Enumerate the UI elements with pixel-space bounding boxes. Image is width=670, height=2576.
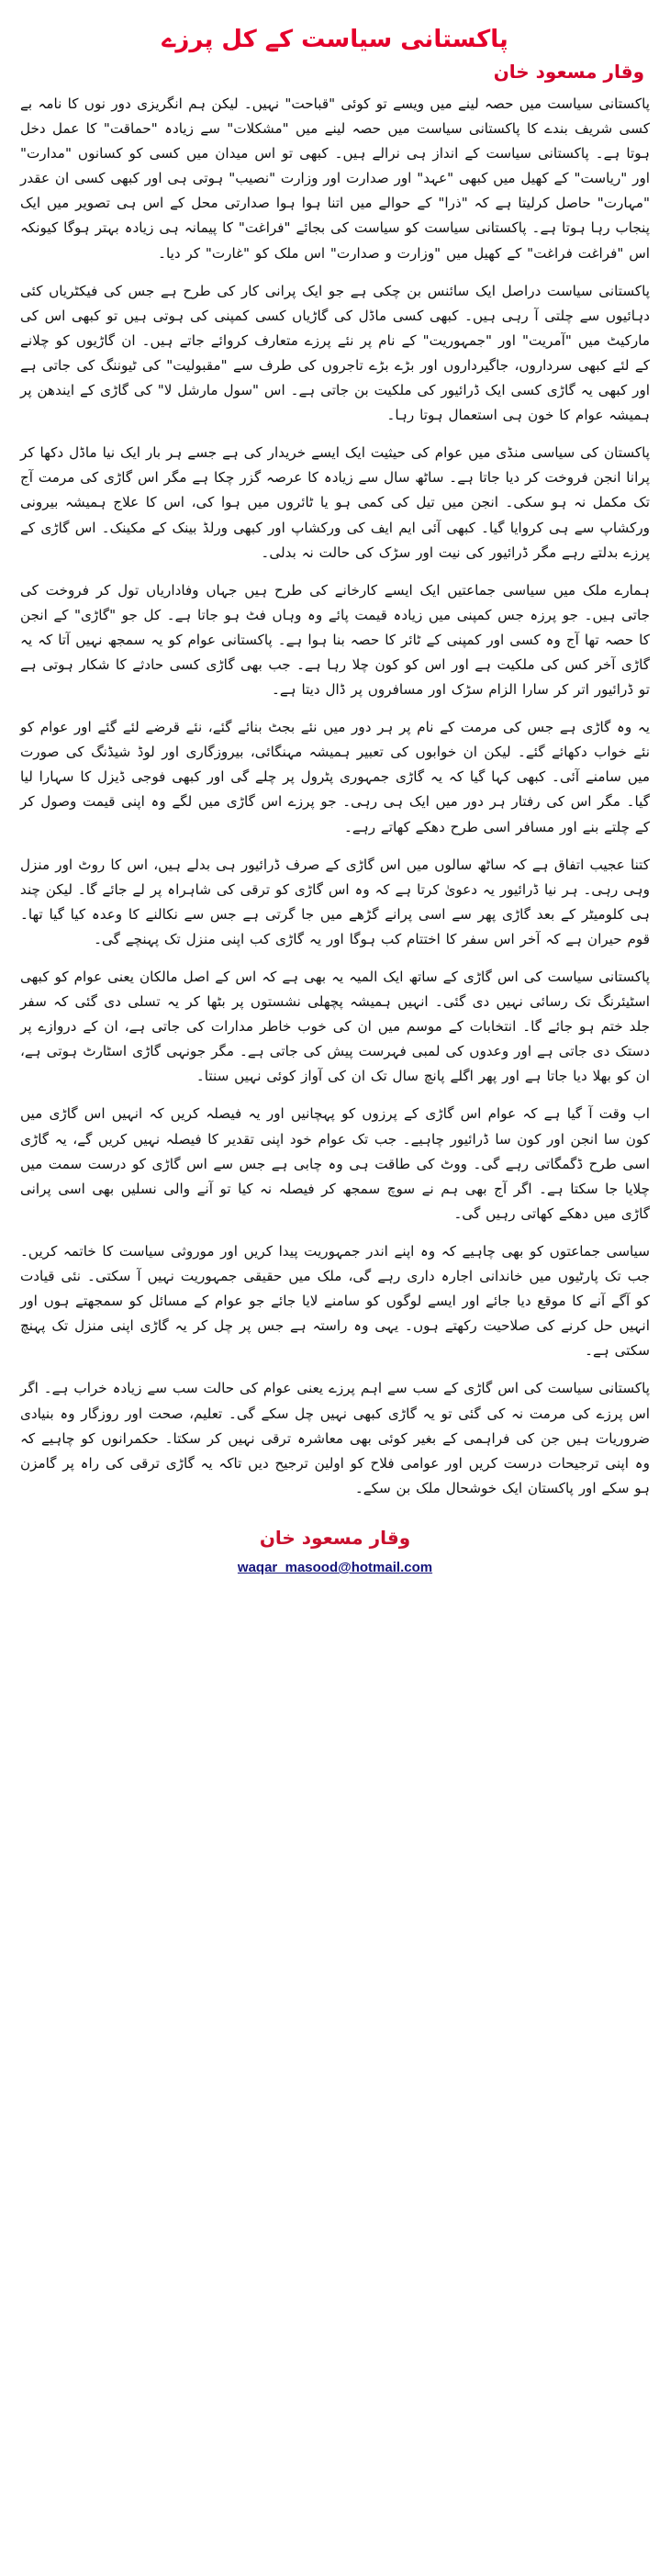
author-signature: وقار مسعود خان xyxy=(259,1526,411,1549)
article-title: پاکستانی سیاست کے کل پرزے xyxy=(162,26,508,53)
paragraph: سیاسی جماعتوں کو بھی چاہیے کہ وہ اپنے اندر جمہوریت پیدا کریں اور موروثی سیاست کا خاتمہ کریں۔ جب تک پارٹیوں میں خاندانی اجارہ داری رہے گی، ملک میں حقیقی جمہوریت نہیں آ سکتی۔ نئی قیادت کو آگے آنے کا موقع دیا جائے اور ایسے لوگوں کو سامنے لایا جائے جو عوام کے مسائل کو سمجھتے ہوں اور انہیں حل کرنے کی صلاحیت رکھتے ہوں۔ یہی وہ راستہ ہے جس پر چل کر یہ گاڑی اپنی منزل تک پہنچ سکتی ہے۔ xyxy=(20,1242,650,1360)
paragraph: پاکستانی سیاست دراصل ایک سائنس بن چکی ہے جو ایک پرانی کار کی طرح ہے جس کی فیکٹریاں کئی دہائیوں سے چلتی آ رہی ہیں۔ کبھی کسی ماڈل کی گاڑیاں کسی کمپنی کی ہوتی ہیں تو کبھی اس کی مارکیٹ میں "آمریت" اور "جمہوریت" کے نام پر نئے پرزے متعارف کروائے جاتے ہیں۔ ان گاڑیوں کو چلانے کے لئے کبھی سرداروں، جاگیرداروں اور بڑے بڑے تاجروں کی طرف سے "مقبولیت" کی ٹیوننگ کی جاتی ہے اور کبھی یہ گاڑی کسی ایک ڈرائیور کی ملکیت بن جاتی ہے۔ اس "سول مارشل لا" کی گاڑی کے ایندھن پر ہمیشہ عوام کا خون ہی استعمال ہوتا رہا۔ xyxy=(20,282,650,424)
author-email-link[interactable]: waqar_masood@hotmail.com xyxy=(237,1559,433,1575)
paragraph: یہ وہ گاڑی ہے جس کی مرمت کے نام پر ہر دور میں نئے بجٹ بنائے گئے، نئے قرضے لئے گئے اور عوام کو نئے خواب دکھائے گئے۔ لیکن ان خوابوں کی تعبیر ہمیشہ مہنگائی، بیروزگاری اور لوڈ شیڈنگ کی صورت میں سامنے آئی۔ کبھی کہا گیا کہ یہ گاڑی جمہوری پٹرول پر چلے گی اور کبھی فوجی ڈیزل کا سہارا لیا گیا۔ مگر اس کی رفتار ہر دور میں ایک ہی رہی۔ جو پرزے اس گاڑی میں لگے وہ اپنی قیمت وصول کر کے چلتے بنے اور مسافر اسی طرح دھکے کھاتے رہے۔ xyxy=(20,719,650,835)
paragraph: اب وقت آ گیا ہے کہ عوام اس گاڑی کے پرزوں کو پہچانیں اور یہ فیصلہ کریں کہ انہیں اس گاڑی میں کون سا انجن اور کون سا ڈرائیور چاہیے۔ جب تک عوام خود اپنی تقدیر کا فیصلہ نہیں کریں گے، یہ گاڑی اسی طرح ڈگمگاتی رہے گی۔ ووٹ کی طاقت ہی وہ چابی ہے جس سے اس گاڑی کو درست سمت میں چلایا جا سکتا ہے۔ اگر آج بھی ہم نے سوچ سمجھ کر فیصلہ نہ کیا تو آنے والی نسلیں بھی اسی پرانی گاڑی میں دھکے کھاتی رہیں گی۔ xyxy=(20,1105,650,1222)
paragraph: پاکستانی سیاست میں حصہ لینے میں ویسے تو کوئی "قباحت" نہیں۔ لیکن ہم انگریزی دور نوں کا نامہ بے کسی شریف بندے کا پاکستانی سیاست میں حصہ لینے میں "مشکلات" سے زیادہ "حماقت" کا عمل دخل ہوتا ہے۔ پاکستانی سیاست کے انداز ہی نرالے ہیں۔ کبھی تو اس میدان میں کسی کو کسانوں "مدارت" اور "ریاست" کے کھیل میں کبھی "عہد" اور صدارت اور وزارت "نصیب" ہوتی ہی اور کبھی کسی ان عقدر "مہارت" حاصل کرلیتا ہے کہ "ذرا" کے حوالے میں اتنا ہوا ہوا صدارتی محل کے اس ہی تصویر میں ایک پنجاب رہا ہوتا ہے۔ پاکستانی سیاست کو سیاست کی بجائے "فراغت" کا پیمانہ ہی زیادہ بہتر ہوگا کیونکہ اس "فراغت فراغت" کے کھیل میں "وزارت و صدارت" اس ملک کو "غارت" کر دیا۔ xyxy=(20,95,650,262)
paragraph: پاکستانی سیاست کی اس گاڑی کے ساتھ ایک المیہ یہ بھی ہے کہ اس کے اصل مالکان یعنی عوام کو کبھی اسٹیئرنگ تک رسائی نہیں دی گئی۔ انہیں ہمیشہ پچھلی نشستوں پر بٹھا کر یہ تسلی دی گئی کہ سفر جلد ختم ہو جائے گا۔ انتخابات کے موسم میں ان کی خوب خاطر مدارات کی جاتی ہے، ان کے دروازے پر دستک دی جاتی ہے اور وعدوں کی لمبی فہرست پیش کی جاتی ہے۔ مگر جونہی گاڑی اسٹارٹ ہوتی ہے، ان کو بھلا دیا جاتا ہے اور پھر اگلے پانچ سال تک ان کی آواز کوئی نہیں سنتا۔ xyxy=(20,969,650,1085)
paragraph: پاکستانی سیاست کی اس گاڑی کے سب سے اہم پرزے یعنی عوام کی حالت سب سے زیادہ خراب ہے۔ اگر اس پرزے کی مرمت نہ کی گئی تو یہ گاڑی کبھی نہیں چل سکے گی۔ تعلیم، صحت اور روزگار وہ بنیادی ضروریات ہیں جن کی فراہمی کے بغیر کوئی بھی معاشرہ ترقی نہیں کر سکتا۔ حکمرانوں کو چاہیے کہ وہ اپنی ترجیحات درست کریں اور عوامی فلاح کو اولین ترجیح دیں تاکہ یہ گاڑی ترقی کی راہ پر گامزن ہو سکے اور پاکستان ایک خوشحال ملک بن سکے۔ xyxy=(20,1380,650,1496)
paragraph: کتنا عجیب اتفاق ہے کہ ساٹھ سالوں میں اس گاڑی کے صرف ڈرائیور ہی بدلے ہیں، اس کا روٹ اور منزل وہی رہی۔ ہر نیا ڈرائیور یہ دعویٰ کرتا ہے کہ وہ اس گاڑی کو ترقی کی شاہراہ پر لے جائے گا۔ لیکن چند ہی کلومیٹر کے بعد گاڑی پھر سے اسی پرانے گڑھے میں جا گرتی ہے جس سے نکالنے کا وعدہ کیا گیا تھا۔ قوم حیران ہے کہ آخر اس سفر کا اختتام کب ہوگا اور یہ گاڑی کب اپنی منزل تک پہنچے گی۔ xyxy=(20,856,650,947)
paragraph: پاکستان کی سیاسی منڈی میں عوام کی حیثیت ایک ایسے خریدار کی ہے جسے ہر بار ایک نیا ماڈل دکھا کر پرانا انجن فروخت کر دیا جاتا ہے۔ ساٹھ سال سے زیادہ کا عرصہ گزر چکا ہے مگر اس گاڑی کی مرمت آج تک مکمل نہ ہو سکی۔ انجن میں تیل کی کمی ہو یا ٹائروں میں ہوا کی، اس کا علاج ہمیشہ بیرونی ورکشاپ سے ہی کروایا گیا۔ کبھی آئی ایم ایف کی ورکشاپ اور کبھی ورلڈ بینک کے مکینک۔ اس گاڑی کے پرزے بدلتے رہے مگر ڈرائیور کی نیت اور سڑک کی حالت نہ بدلی۔ xyxy=(20,444,650,561)
paragraph: ہمارے ملک میں سیاسی جماعتیں ایک ایسے کارخانے کی طرح ہیں جہاں وفاداریاں تول کر فروخت کی جاتی ہیں۔ جو پرزہ جس کمپنی میں زیادہ قیمت پائے وہ وہاں فٹ ہو جاتا ہے۔ کل جو "گاڑی" کے انجن کا حصہ تھا آج وہ کسی اور کمپنی کے ٹائر کا حصہ بنا ہوا ہے۔ پاکستانی عوام کو یہ سمجھ نہیں آتا کہ یہ گاڑی آخر کس کی ملکیت ہے اور اس کو کون چلا رہا ہے۔ جب بھی گاڑی کسی حادثے کا شکار ہوتی ہے تو ڈرائیور اتر کر سارا الزام سڑک اور مسافروں پر ڈال دیتا ہے۔ xyxy=(20,581,650,699)
author-byline: وقار مسعود خان xyxy=(493,61,644,83)
article-body xyxy=(20,92,650,1501)
